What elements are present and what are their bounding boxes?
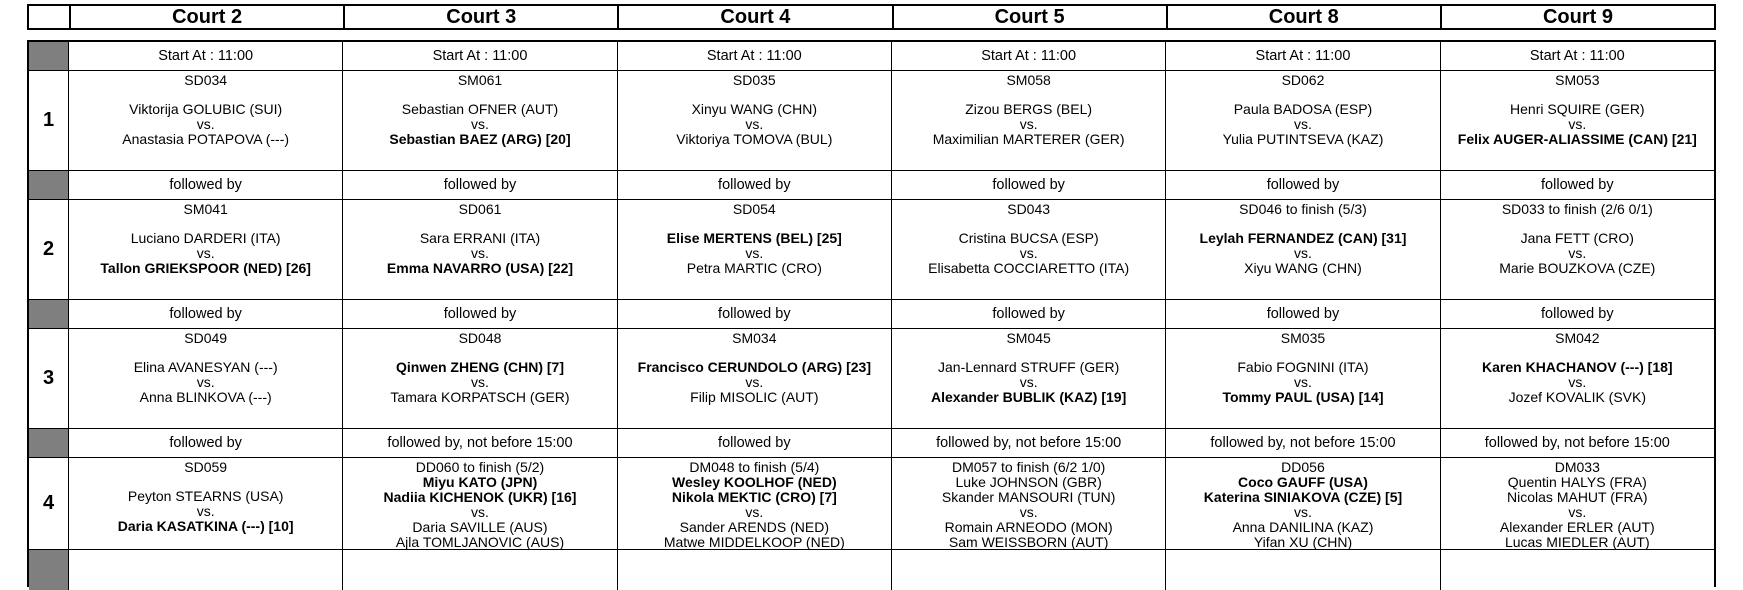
player-name: Fabio FOGNINI (ITA) xyxy=(1237,359,1369,375)
match-cell xyxy=(1441,458,1714,549)
row-marker xyxy=(29,300,69,328)
player-name: Marie BOUZKOVA (CZE) xyxy=(1499,260,1656,276)
match-code: DM033 xyxy=(1554,459,1600,475)
versus-label: vs. xyxy=(745,504,764,520)
player-name: Tallon GRIEKSPOOR (NED) [26] xyxy=(100,260,311,276)
match-cell xyxy=(343,458,617,549)
player-name: Elisabetta COCCIARETTO (ITA) xyxy=(928,260,1130,276)
player-name: Nikola MEKTIC (CRO) [7] xyxy=(671,489,837,505)
match-cell xyxy=(343,329,617,428)
followed-by-note: followed by xyxy=(343,171,617,199)
match-cell xyxy=(1441,200,1714,299)
followed-by-note: followed by xyxy=(69,171,343,199)
row-marker xyxy=(29,550,69,590)
round-number: 2 xyxy=(29,200,69,299)
versus-label: vs. xyxy=(1568,374,1587,390)
start-time: Start At : 11:00 xyxy=(618,42,892,70)
player-name: Lucas MIEDLER (AUT) xyxy=(1504,534,1650,550)
versus-label: vs. xyxy=(1568,116,1587,132)
followed-by-note: followed by xyxy=(618,300,892,328)
player-name: Sam WEISSBORN (AUT) xyxy=(948,534,1109,550)
versus-label: vs. xyxy=(196,116,215,132)
versus-label: vs. xyxy=(471,245,489,261)
match-code: SM035 xyxy=(1280,330,1326,346)
match-row xyxy=(29,329,1714,429)
versus-label: vs. xyxy=(1294,374,1312,390)
player-name: Miyu KATO (JPN) xyxy=(422,474,538,490)
player-name: Alexander ERLER (AUT) xyxy=(1499,519,1655,535)
match-code: SM061 xyxy=(457,72,503,88)
player-name: Tommy PAUL (USA) [14] xyxy=(1222,389,1384,405)
start-time-row xyxy=(29,42,1714,71)
player-name: Alexander BUBLIK (KAZ) [19] xyxy=(931,389,1127,405)
match-cell xyxy=(1166,200,1440,299)
match-cell xyxy=(1441,329,1714,428)
player-name: Petra MARTIC (CRO) xyxy=(686,260,822,276)
match-code: SM034 xyxy=(732,330,777,346)
versus-label: vs. xyxy=(1294,245,1312,261)
match-cell xyxy=(618,71,892,170)
player-name: Katerina SINIAKOVA (CZE) [5] xyxy=(1203,489,1403,505)
player-name: Elise MERTENS (BEL) [25] xyxy=(666,230,842,246)
match-cell xyxy=(69,329,343,428)
followed-by-note: followed by, not before 15:00 xyxy=(892,429,1166,457)
match-code: DD060 to finish (5/2) xyxy=(415,459,545,475)
match-row xyxy=(29,71,1714,171)
versus-label: vs. xyxy=(196,245,215,261)
match-code: DD056 xyxy=(1281,459,1325,475)
player-name: Emma NAVARRO (USA) [22] xyxy=(386,260,574,276)
match-cell xyxy=(892,200,1166,299)
versus-label: vs. xyxy=(745,374,764,390)
player-name: Jan-Lennard STRUFF (GER) xyxy=(938,359,1120,375)
rounds-container xyxy=(29,71,1714,550)
row-marker xyxy=(29,42,69,70)
match-code: DM057 to finish (6/2 1/0) xyxy=(952,459,1106,475)
player-name: Jozef KOVALIK (SVK) xyxy=(1508,389,1647,405)
match-code: SD059 xyxy=(184,459,228,475)
match-cell xyxy=(618,458,892,549)
match-code: SD035 xyxy=(732,72,776,88)
match-code: SM042 xyxy=(1555,330,1600,346)
match-cell xyxy=(69,458,343,549)
versus-label: vs. xyxy=(1294,116,1312,132)
empty-cell xyxy=(69,550,343,590)
versus-label: vs. xyxy=(1019,504,1038,520)
followed-by-note: followed by xyxy=(1541,305,1614,322)
player-name: Luke JOHNSON (GBR) xyxy=(955,474,1102,490)
player-name: Filip MISOLIC (AUT) xyxy=(690,389,819,405)
player-name: Jana FETT (CRO) xyxy=(1520,230,1634,246)
court-header: Court 3 xyxy=(343,6,617,28)
match-cell xyxy=(1441,71,1714,170)
match-code: DM048 to finish (5/4) xyxy=(689,459,820,475)
player-name: Luciano DARDERI (ITA) xyxy=(130,230,281,246)
court-header: Court 9 xyxy=(1440,6,1714,28)
match-code: SD049 xyxy=(184,330,228,346)
followed-by-note: followed by xyxy=(618,429,892,457)
followed-by-note: followed by xyxy=(343,300,617,328)
start-time: Start At : 11:00 xyxy=(1166,42,1440,70)
versus-label: vs. xyxy=(1019,374,1038,390)
player-name: Xinyu WANG (CHN) xyxy=(691,101,818,117)
versus-label: vs. xyxy=(1019,245,1038,261)
match-cell xyxy=(1166,71,1440,170)
followed-by-row xyxy=(29,171,1714,200)
empty-cell xyxy=(892,550,1166,590)
match-code: SD061 xyxy=(458,201,502,217)
row-marker xyxy=(29,171,69,199)
match-cell xyxy=(892,329,1166,428)
versus-label: vs. xyxy=(1568,245,1587,261)
versus-label: vs. xyxy=(196,374,215,390)
followed-by-note: followed by, not before 15:00 xyxy=(343,429,617,457)
player-name: Ajla TOMLJANOVIC (AUS) xyxy=(395,534,565,550)
player-name: Karen KHACHANOV (---) [18] xyxy=(1482,359,1673,375)
player-name: Cristina BUCSA (ESP) xyxy=(958,230,1099,246)
followed-by-note: followed by, not before 15:00 xyxy=(1484,434,1670,451)
start-time: Start At : 11:00 xyxy=(69,42,343,70)
match-code: SM058 xyxy=(1006,72,1051,88)
player-name: Yifan XU (CHN) xyxy=(1253,534,1353,550)
court-header: Court 2 xyxy=(69,6,343,28)
player-name: Felix AUGER-ALIASSIME (CAN) [21] xyxy=(1457,131,1697,147)
player-name: Daria SAVILLE (AUS) xyxy=(412,519,548,535)
player-name: Viktorija GOLUBIC (SUI) xyxy=(129,101,283,117)
followed-by-note: followed by xyxy=(892,300,1166,328)
match-code: SD046 to finish (5/3) xyxy=(1239,201,1367,217)
match-code: SM045 xyxy=(1006,330,1051,346)
player-name: Zizou BERGS (BEL) xyxy=(965,101,1093,117)
match-cell xyxy=(69,200,343,299)
followed-by-note: followed by xyxy=(618,171,892,199)
versus-label: vs. xyxy=(1568,504,1587,520)
player-name: Viktoriya TOMOVA (BUL) xyxy=(676,131,833,147)
court-header: Court 5 xyxy=(892,6,1166,28)
round-number: 1 xyxy=(29,71,69,170)
player-name: Anna DANILINA (KAZ) xyxy=(1232,519,1374,535)
player-name: Quentin HALYS (FRA) xyxy=(1507,474,1647,490)
match-cell xyxy=(343,71,617,170)
match-code: SD043 xyxy=(1007,201,1051,217)
player-name: Daria KASATKINA (---) [10] xyxy=(117,518,294,534)
followed-by-note: followed by xyxy=(1541,176,1614,193)
followed-by-note: followed by xyxy=(69,429,343,457)
match-code: SM053 xyxy=(1555,72,1600,88)
match-cell xyxy=(618,329,892,428)
followed-by-row xyxy=(29,300,1714,329)
player-name: Anna BLINKOVA (---) xyxy=(139,389,272,405)
player-name: Henri SQUIRE (GER) xyxy=(1510,101,1645,117)
player-name: Yulia PUTINTSEVA (KAZ) xyxy=(1222,131,1384,147)
court-header: Court 4 xyxy=(617,6,891,28)
match-row xyxy=(29,458,1714,550)
player-name: Tamara KORPATSCH (GER) xyxy=(390,389,570,405)
versus-label: vs. xyxy=(1019,116,1038,132)
match-cell xyxy=(1166,329,1440,428)
followed-by-note: followed by xyxy=(1166,300,1440,328)
player-name: Anastasia POTAPOVA (---) xyxy=(122,131,290,147)
player-name: Wesley KOOLHOF (NED) xyxy=(671,474,837,490)
versus-label: vs. xyxy=(471,374,489,390)
start-time: Start At : 11:00 xyxy=(1529,47,1625,64)
match-cell xyxy=(1166,458,1440,549)
player-name: Romain ARNEODO (MON) xyxy=(944,519,1113,535)
player-name: Peyton STEARNS (USA) xyxy=(127,488,284,504)
followed-by-note: followed by, not before 15:00 xyxy=(1166,429,1440,457)
start-time: Start At : 11:00 xyxy=(892,42,1166,70)
player-name: Leylah FERNANDEZ (CAN) [31] xyxy=(1199,230,1407,246)
versus-label: vs. xyxy=(471,116,489,132)
match-code: SD033 to finish (2/6 0/1) xyxy=(1501,201,1653,217)
player-name: Sebastian OFNER (AUT) xyxy=(401,101,559,117)
versus-label: vs. xyxy=(745,245,764,261)
match-code: SD062 xyxy=(1281,72,1325,88)
player-name: Skander MANSOURI (TUN) xyxy=(941,489,1116,505)
match-cell xyxy=(892,71,1166,170)
versus-label: vs. xyxy=(1294,504,1312,520)
player-name: Elina AVANESYAN (---) xyxy=(133,359,278,375)
match-code: SD034 xyxy=(184,72,228,88)
match-cell xyxy=(343,200,617,299)
player-name: Sebastian BAEZ (ARG) [20] xyxy=(389,131,571,147)
player-name: Francisco CERUNDOLO (ARG) [23] xyxy=(637,359,871,375)
followed-by-note: followed by xyxy=(69,300,343,328)
player-name: Sara ERRANI (ITA) xyxy=(419,230,541,246)
followed-by-note: followed by xyxy=(1166,171,1440,199)
match-code: SD048 xyxy=(458,330,502,346)
empty-cell xyxy=(1166,550,1440,590)
match-cell xyxy=(618,200,892,299)
player-name: Coco GAUFF (USA) xyxy=(1238,474,1368,490)
player-name: Maximilian MARTERER (GER) xyxy=(932,131,1125,147)
player-name: Xiyu WANG (CHN) xyxy=(1244,260,1362,276)
start-time: Start At : 11:00 xyxy=(343,42,617,70)
match-cell xyxy=(69,71,343,170)
empty-row xyxy=(29,550,1714,590)
followed-by-row xyxy=(29,429,1714,458)
round-number: 4 xyxy=(29,458,69,549)
match-cell xyxy=(892,458,1166,549)
match-code: SM041 xyxy=(183,201,228,217)
versus-label: vs. xyxy=(471,504,489,520)
versus-label: vs. xyxy=(196,503,215,519)
player-name: Qinwen ZHENG (CHN) [7] xyxy=(395,359,564,375)
versus-label: vs. xyxy=(745,116,764,132)
player-name: Sander ARENDS (NED) xyxy=(679,519,830,535)
row-marker xyxy=(29,429,69,457)
empty-cell xyxy=(1441,550,1714,590)
player-name: Nicolas MAHUT (FRA) xyxy=(1507,489,1648,505)
match-row xyxy=(29,200,1714,300)
empty-cell xyxy=(343,550,617,590)
court-header-row xyxy=(27,4,1716,30)
player-name: Matwe MIDDELKOOP (NED) xyxy=(663,534,845,550)
match-code: SD054 xyxy=(732,201,776,217)
player-name: Nadiia KICHENOK (UKR) [16] xyxy=(383,489,577,505)
empty-cell xyxy=(618,550,892,590)
player-name: Paula BADOSA (ESP) xyxy=(1233,101,1373,117)
order-of-play-grid xyxy=(27,40,1716,587)
header-corner xyxy=(29,6,69,28)
round-number: 3 xyxy=(29,329,69,428)
court-header: Court 8 xyxy=(1166,6,1440,28)
followed-by-note: followed by xyxy=(892,171,1166,199)
